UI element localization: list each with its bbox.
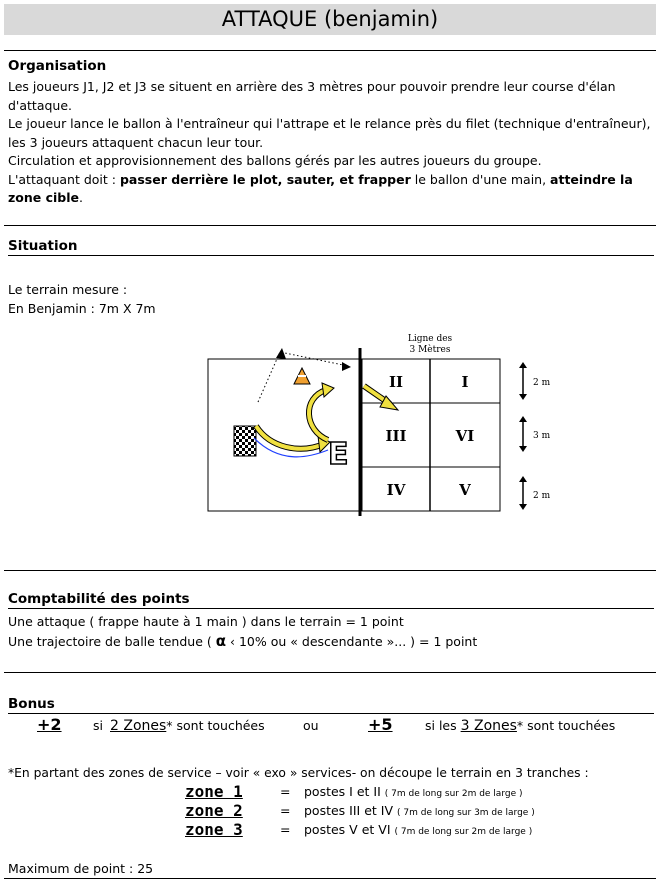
divider <box>4 878 656 879</box>
dim-arrow-3 <box>519 476 527 510</box>
zone-3-label: zone 3 <box>185 820 243 839</box>
zone-2-eq: = <box>280 803 291 818</box>
organisation-p2: Le joueur lance le ballon à l'entraîneur qui l'attrape et le relance près du filet (technique d'entraîneur), les 3 joueurs attaquent chacun leur tour. <box>8 116 651 150</box>
zone-3-eq: = <box>280 822 291 837</box>
bonus-ou: ou <box>303 718 319 733</box>
zone-3-value <box>304 822 532 837</box>
p4-bold2: atteindre la zone cible <box>8 171 633 205</box>
position-vi: VI <box>455 427 475 445</box>
bonus-plus5: +5 <box>368 715 393 734</box>
line-label-1: Ligne des <box>407 334 453 344</box>
organisation-heading: Organisation <box>8 58 107 74</box>
dim-arrow-1 <box>519 362 527 400</box>
dim-arrow-2 <box>519 416 527 452</box>
points-text <box>8 613 654 651</box>
divider <box>4 50 656 51</box>
points-line2-b: ‹ 10% ou « descendante »... ) = 1 point <box>226 633 478 649</box>
position-v: V <box>459 481 471 499</box>
zone-1-label: zone 1 <box>185 782 243 801</box>
bonus-note: *En partant des zones de service – voir « exo » services- on découpe le terrain en 3 tranches : <box>8 766 589 780</box>
zone-1-value <box>304 784 523 799</box>
line-label-2: 3 Mètres <box>409 345 451 355</box>
points-heading: Comptabilité des points <box>8 591 654 609</box>
situation-line1: Le terrain mesure : <box>8 282 128 297</box>
ball-basket-icon <box>234 426 256 456</box>
p4-bold1: passer derrière le plot, sauter, et frapper <box>119 171 411 187</box>
page-title: ATTAQUE (benjamin) <box>4 4 656 35</box>
position-ii: II <box>388 373 404 391</box>
bonus-zones2-text <box>110 718 265 734</box>
situation-heading: Situation <box>8 238 654 256</box>
position-i: I <box>461 373 469 391</box>
bonus-si2-text <box>425 718 615 734</box>
zone-1-eq: = <box>280 784 291 799</box>
zone-3-detail: ( 7m de long sur 2m de large ) <box>394 827 533 837</box>
zone-2-detail: ( 7m de long sur 3m de large ) <box>397 808 535 818</box>
zone-2-postes: postes III et IV <box>304 803 394 818</box>
divider <box>4 570 656 571</box>
coach-letter: E <box>328 437 349 472</box>
zone-2-value <box>304 803 535 818</box>
dim-label-2: 3 m <box>533 431 551 441</box>
position-iii: III <box>385 427 407 445</box>
bonus-zones2: 2 Zones <box>110 718 167 734</box>
bonus-plus2: +2 <box>37 715 62 734</box>
points-line2 <box>8 632 654 652</box>
court-diagram <box>200 328 570 523</box>
bonus-sont2: * sont touchées <box>516 718 616 733</box>
bonus-heading: Bonus <box>8 696 654 714</box>
p4-mid: le ballon d'une main, <box>410 171 551 187</box>
own-court <box>208 359 360 511</box>
zone-1-detail: ( 7m de long sur 2m de large ) <box>384 789 523 799</box>
points-line2-a: Une trajectoire de balle tendue ( <box>8 633 216 649</box>
dim-label-1: 2 m <box>533 378 551 388</box>
bonus-si1: si <box>93 718 103 733</box>
situation-text <box>8 281 654 318</box>
zone-3-postes: postes V et VI <box>304 822 391 837</box>
situation-line2: En Benjamin : 7m X 7m <box>8 300 156 316</box>
points-line1: Une attaque ( frappe haute à 1 main ) dans le terrain = 1 point <box>8 614 404 629</box>
p4-start: L'attaquant doit : <box>8 171 120 187</box>
divider <box>4 225 656 226</box>
dim-label-3: 2 m <box>533 491 551 501</box>
organisation-p4 <box>8 171 654 208</box>
alpha-symbol: α <box>215 631 227 650</box>
divider <box>4 672 656 673</box>
target-court <box>362 359 500 511</box>
p4-end: . <box>79 190 83 205</box>
position-iv: IV <box>386 481 406 499</box>
bonus-sont1: * sont touchées <box>166 718 265 733</box>
max-points: Maximum de point : 25 <box>8 861 154 876</box>
bonus-zones3: 3 Zones <box>460 718 517 734</box>
organisation-text <box>8 78 654 208</box>
bonus-si2: si les <box>425 718 457 733</box>
organisation-p3: Circulation et approvisionnement des ballons gérés par les autres joueurs du groupe. <box>8 153 542 168</box>
zone-2-label: zone 2 <box>185 801 243 820</box>
zone-1-postes: postes I et II <box>304 784 381 799</box>
organisation-p1: Les joueurs J1, J2 et J3 se situent en arrière des 3 mètres pour pouvoir prendre leur course d'élan d'attaque. <box>8 79 616 113</box>
